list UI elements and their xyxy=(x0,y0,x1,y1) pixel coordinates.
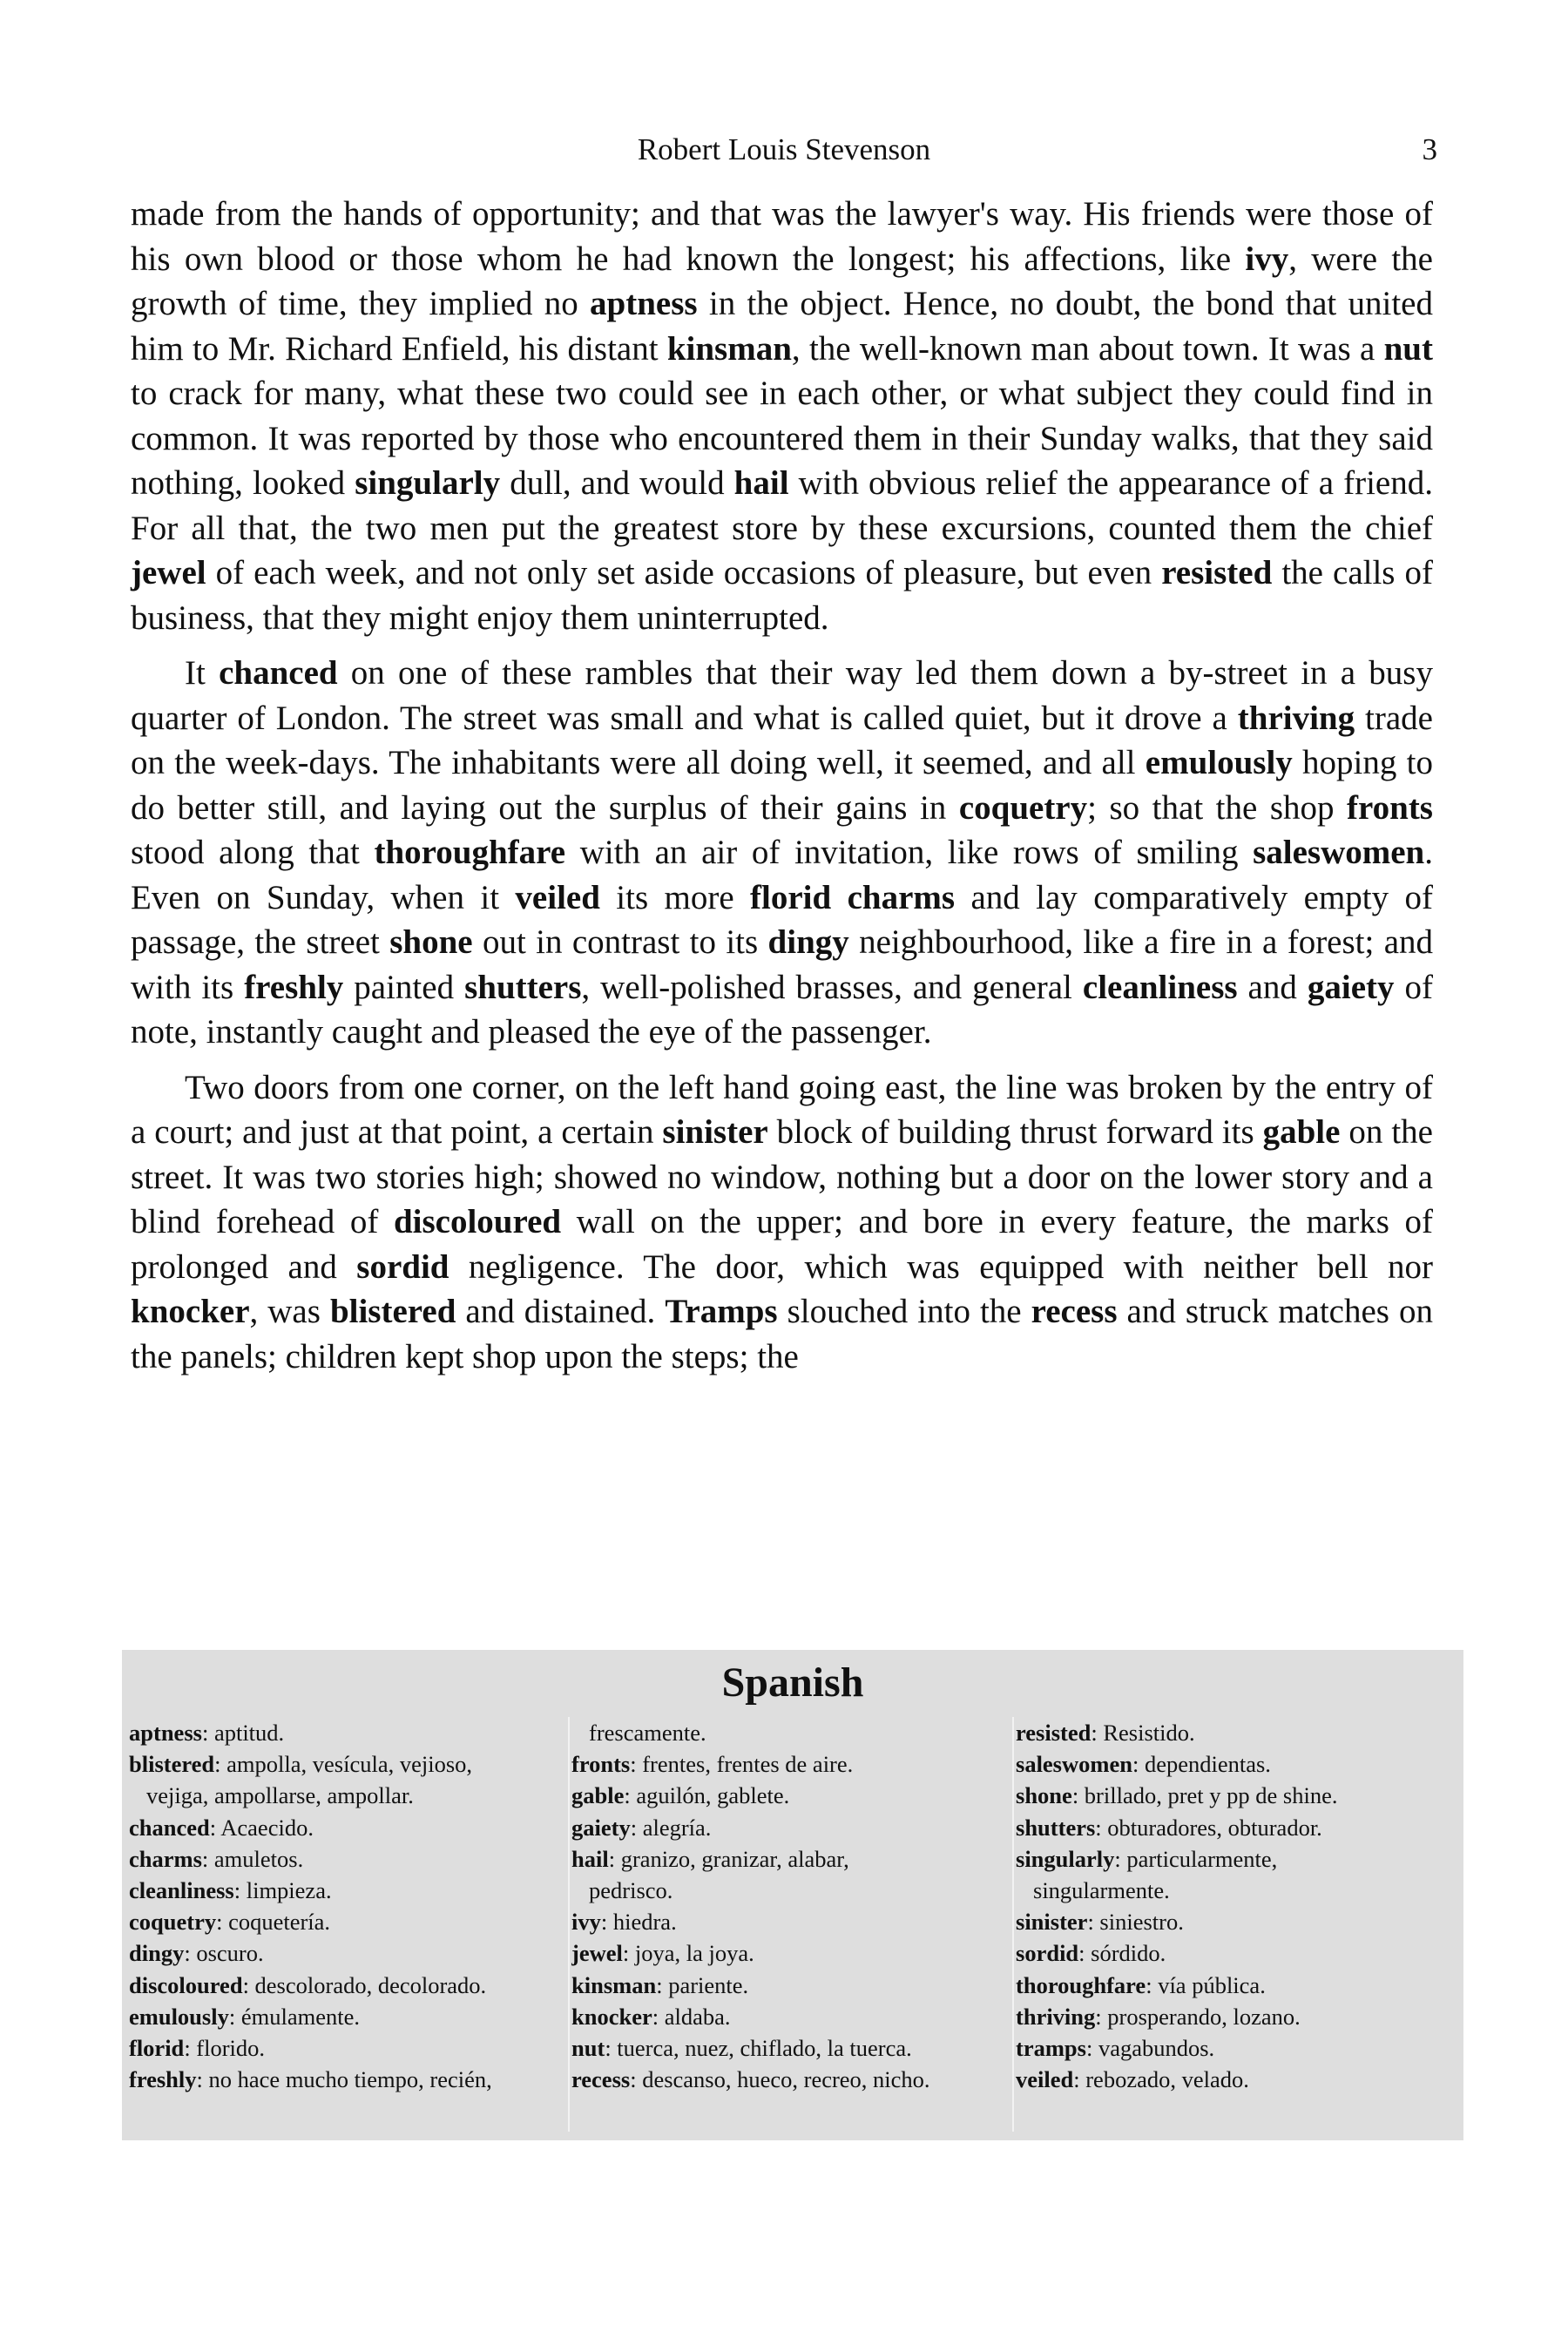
glossed-word: jewel xyxy=(131,554,206,591)
glossary-entry-continuation: singularmente. xyxy=(1033,1877,1170,1904)
glossary-entry: fronts: frentes, frentes de aire. xyxy=(571,1751,854,1778)
glossary-entry: dingy: oscuro. xyxy=(129,1940,264,1967)
glossed-word: singularly xyxy=(355,464,501,502)
glossary-entry: aptness: aptitud. xyxy=(129,1720,285,1746)
glossary-column-3 xyxy=(1016,1717,1460,2132)
glossed-word: ivy xyxy=(1245,240,1289,278)
glossed-word: shone xyxy=(389,923,473,961)
glossary-entry: nut: tuerca, nuez, chiflado, la tuerca. xyxy=(571,2035,912,2062)
glossed-word: discoloured xyxy=(393,1203,562,1240)
paragraph-3: Two doors from one corner, on the left hand going east, the line was broken by the entry of a court; and just at that point, a certain sinister block of building thrust forward its gable on the street. It was two stories high; showed no window, nothing but a door on the lower story and a blind forehead of discoloured wall on the upper; and bore in every feature, the marks of prolonged and sordid negligence. The door, which was equipped with neither bell nor knocker, was blistered and distained. Tramps slouched into the recess and struck matches on the panels; children kept shop upon the steps; the xyxy=(131,1068,1433,1375)
glossed-word: gaiety xyxy=(1307,968,1395,1006)
glossed-word: chanced xyxy=(219,654,338,692)
glossary-entry: emulously: émulamente. xyxy=(129,2003,360,2030)
glossary-entry: charms: amuletos. xyxy=(129,1845,304,1872)
glossary-column-1 xyxy=(129,1717,571,2132)
glossed-word: aptness xyxy=(590,285,698,322)
glossary-entry: florid: florido. xyxy=(129,2035,266,2062)
glossary-title: Spanish xyxy=(721,1659,864,1706)
glossed-word: recess xyxy=(1031,1293,1118,1330)
glossed-word: gable xyxy=(1262,1113,1341,1151)
glossary-entry: hail: granizo, granizar, alabar, xyxy=(571,1845,849,1872)
glossed-word: hail xyxy=(733,464,789,502)
glossed-word: shutters xyxy=(464,968,582,1006)
glossary-entry: jewel: joya, la joya. xyxy=(571,1940,754,1967)
glossed-word: knocker xyxy=(131,1293,250,1330)
glossary-entry: recess: descanso, hueco, recreo, nicho. xyxy=(571,2066,930,2093)
glossary-entry: blistered: ampolla, vesícula, vejioso, xyxy=(129,1751,473,1778)
glossed-word: cleanliness xyxy=(1082,968,1238,1006)
glossary-entry-continuation: frescamente. xyxy=(589,1720,706,1746)
glossed-word: Tramps xyxy=(665,1293,778,1330)
body-text xyxy=(131,192,1433,1389)
glossary-entry: freshly: no hace mucho tiempo, recién, xyxy=(129,2066,492,2093)
glossed-word: blistered xyxy=(329,1293,456,1330)
glossed-word: sordid xyxy=(356,1247,449,1286)
glossed-word: emulously xyxy=(1145,744,1293,781)
glossed-word: veiled xyxy=(515,878,600,916)
page-header xyxy=(131,131,1437,174)
glossary-entry: gable: aguilón, gablete. xyxy=(571,1782,790,1809)
glossary-entry: chanced: Acaecido. xyxy=(129,1814,314,1841)
glossed-word: saleswomen xyxy=(1253,834,1425,871)
glossary-entry: singularly: particularmente, xyxy=(1016,1845,1278,1872)
glossary-entry: saleswomen: dependientas. xyxy=(1016,1751,1271,1778)
glossary-entry: cleanliness: limpieza. xyxy=(129,1877,332,1904)
glossary-entry: shutters: obturadores, obturador. xyxy=(1016,1814,1322,1841)
glossed-word: resisted xyxy=(1161,554,1273,591)
glossary-box xyxy=(122,1650,1463,2140)
glossary-entry: sinister: siniestro. xyxy=(1016,1909,1184,1936)
glossary-entry: resisted: Resistido. xyxy=(1016,1720,1195,1746)
glossed-word: coquetry xyxy=(958,788,1088,827)
glossary-column-2 xyxy=(571,1717,1016,2132)
glossed-word: fronts xyxy=(1347,788,1433,827)
glossary-entry: kinsman: pariente. xyxy=(571,1971,749,1998)
glossary-entry: thoroughfare: vía pública. xyxy=(1016,1971,1266,1998)
glossary-entry: gaiety: alegría. xyxy=(571,1814,712,1841)
glossary-entry: thriving: prosperando, lozano. xyxy=(1016,2003,1301,2030)
glossary-entry: shone: brillado, pret y pp de shine. xyxy=(1016,1782,1338,1809)
glossed-word: thriving xyxy=(1237,699,1355,737)
glossed-word: dingy xyxy=(767,923,849,961)
glossary-entry: tramps: vagabundos. xyxy=(1016,2035,1215,2062)
glossed-word: freshly xyxy=(244,968,344,1006)
paragraph-1: made from the hands of opportunity; and that was the lawyer's way. His friends were those of his own blood or those whom he had known the longest; his affections, like ivy, were the growth of time, they implied no aptness in the object. Hence, no doubt, the bond that united him to Mr. Richard Enfield, his distant kinsman, the well-known man about town. It was a nut to crack for many, what these two could see in each other, or what subject they could find in common. It was reported by those who encountered them in their Sunday walks, that they said nothing, looked singularly dull, and would hail with obvious relief the appearance of a friend. For all that, the two men put the greatest store by these excursions, counted them the chief jewel of each week, and not only set aside occasions of pleasure, but even resisted the calls of business, that they might enjoy them uninterrupted. xyxy=(131,195,1433,637)
running-title: Robert Louis Stevenson xyxy=(637,132,931,166)
glossary-entry: discoloured: descolorado, decolorado. xyxy=(129,1971,487,1998)
glossary-entry: knocker: aldaba. xyxy=(571,2003,731,2030)
glossary-columns xyxy=(129,1717,1460,2132)
glossary-entry: ivy: hiedra. xyxy=(571,1909,677,1936)
page-number: 3 xyxy=(1422,132,1437,166)
glossary-entry: coquetry: coquetería. xyxy=(129,1909,331,1936)
glossed-word: kinsman xyxy=(666,329,792,368)
glossed-word: florid charms xyxy=(750,878,956,916)
glossary-entry-continuation: pedrisco. xyxy=(589,1877,673,1904)
glossary-entry: sordid: sórdido. xyxy=(1016,1940,1166,1967)
glossed-word: nut xyxy=(1383,329,1433,368)
paragraph-2: It chanced on one of these rambles that their way led them down a by-street in a busy quarter of London. The street was small and what is called quiet, but it drove a thriving trade on the week-days. The inhabitants were all doing well, it seemed, and all emulously hoping to do better still, and laying out the surplus of their gains in coquetry; so that the shop fronts stood along that thoroughfare with an air of invitation, like rows of smiling saleswomen. Even on Sunday, when it veiled its more florid charms and lay comparatively empty of passage, the street shone out in contrast to its dingy neighbourhood, like a fire in a forest; and with its freshly painted shutters, well-polished brasses, and general cleanliness and gaiety of note, instantly caught and pleased the eye of the passenger. xyxy=(131,654,1434,1051)
glossed-word: sinister xyxy=(662,1113,768,1151)
glossary-entry-continuation: vejiga, ampollarse, ampollar. xyxy=(146,1782,414,1809)
glossed-word: thoroughfare xyxy=(374,834,566,871)
glossary-entry: veiled: rebozado, velado. xyxy=(1016,2066,1249,2093)
